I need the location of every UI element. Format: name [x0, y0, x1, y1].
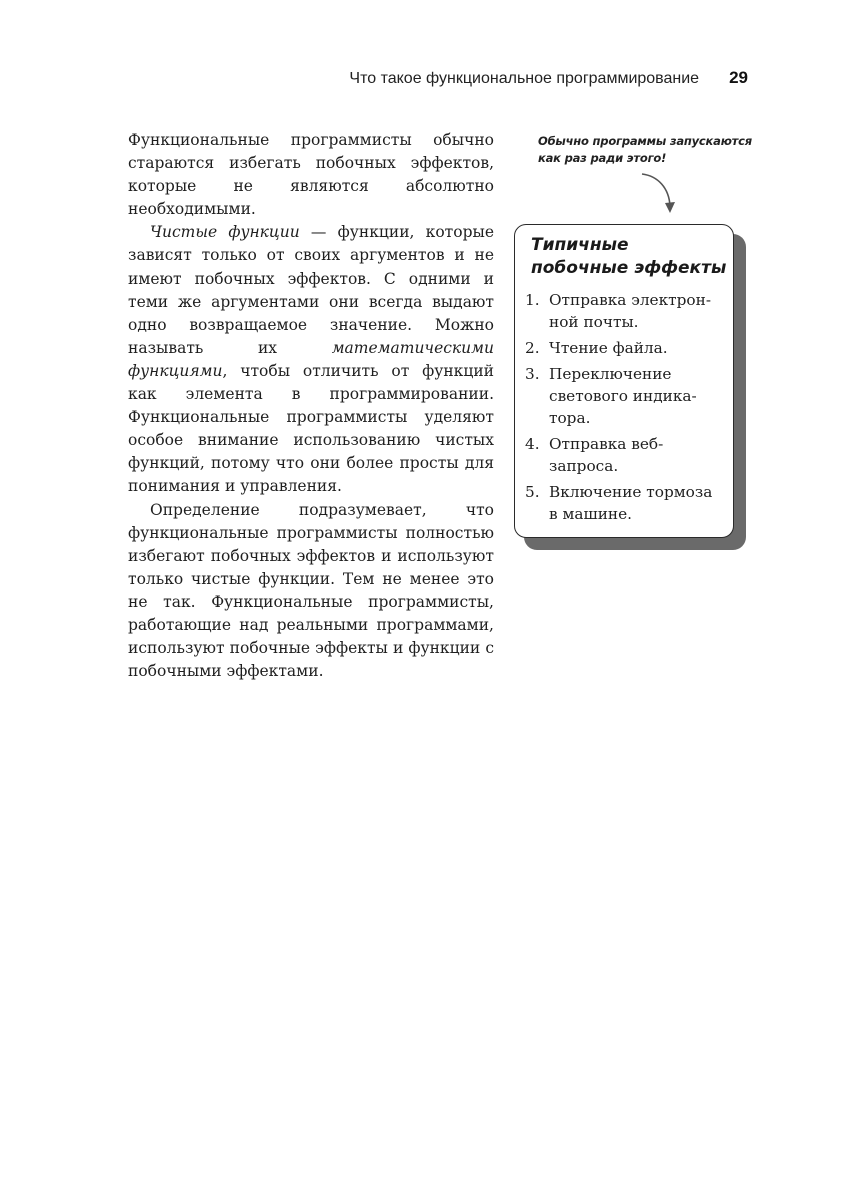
- side-effects-box: [514, 224, 734, 538]
- list-item: 4. Отправка веб-запроса.: [525, 435, 664, 475]
- list-item: 5. Включение тормоза в машине.: [525, 483, 713, 523]
- margin-note-line-2: как раз ради этого!: [538, 151, 667, 165]
- box-title: Типичные побочные эффекты: [531, 235, 727, 278]
- paragraph-3: Определение подразумевает, что функциональные программисты полностью избегают побочных эффектов и используют только чистые функции. Тем не менее это не так. Функциональные программисты, работающие над реальными программами, используют побочные эффекты и функции с побочными эффектами.: [128, 500, 494, 681]
- running-header: [300, 68, 748, 94]
- margin-note-line-1: Обычно программы запускаются: [538, 134, 752, 148]
- main-text: [128, 129, 494, 683]
- paragraph-2-part-a: — функции, которые зависят только от своих аргументов и не имеют побочных эффектов. С одними и теми же аргументами они всегда выдают одно возвращаемое значение. Можно называть их: [128, 223, 495, 357]
- list-item: 2. Чтение файла.: [525, 339, 668, 357]
- side-effects-list: [525, 289, 725, 529]
- page-number: 29: [729, 68, 748, 87]
- curved-arrow-icon: [636, 170, 686, 220]
- paragraph-1: Функциональные программисты обычно стараются избегать побочных эффектов, которые не являются абсолютно необходимыми.: [128, 131, 494, 219]
- margin-note: [538, 133, 753, 167]
- term-pure-functions: Чистые функции: [150, 223, 300, 242]
- list-item: 1. Отправка электронной почты.: [525, 291, 711, 331]
- term-math-functions: математическими функциями: [128, 338, 494, 380]
- list-item: 3. Переключение светового индикатора.: [525, 365, 697, 427]
- chapter-title: Что такое функциональное программирование: [349, 70, 700, 87]
- paragraph-2: [128, 221, 494, 498]
- paragraph-2-part-b: , чтобы отличить от функций как элемента в программировании. Функциональные программисты уделяют особое внимание использованию чистых функций, потому что они более просты для понимания и управления.: [128, 361, 494, 496]
